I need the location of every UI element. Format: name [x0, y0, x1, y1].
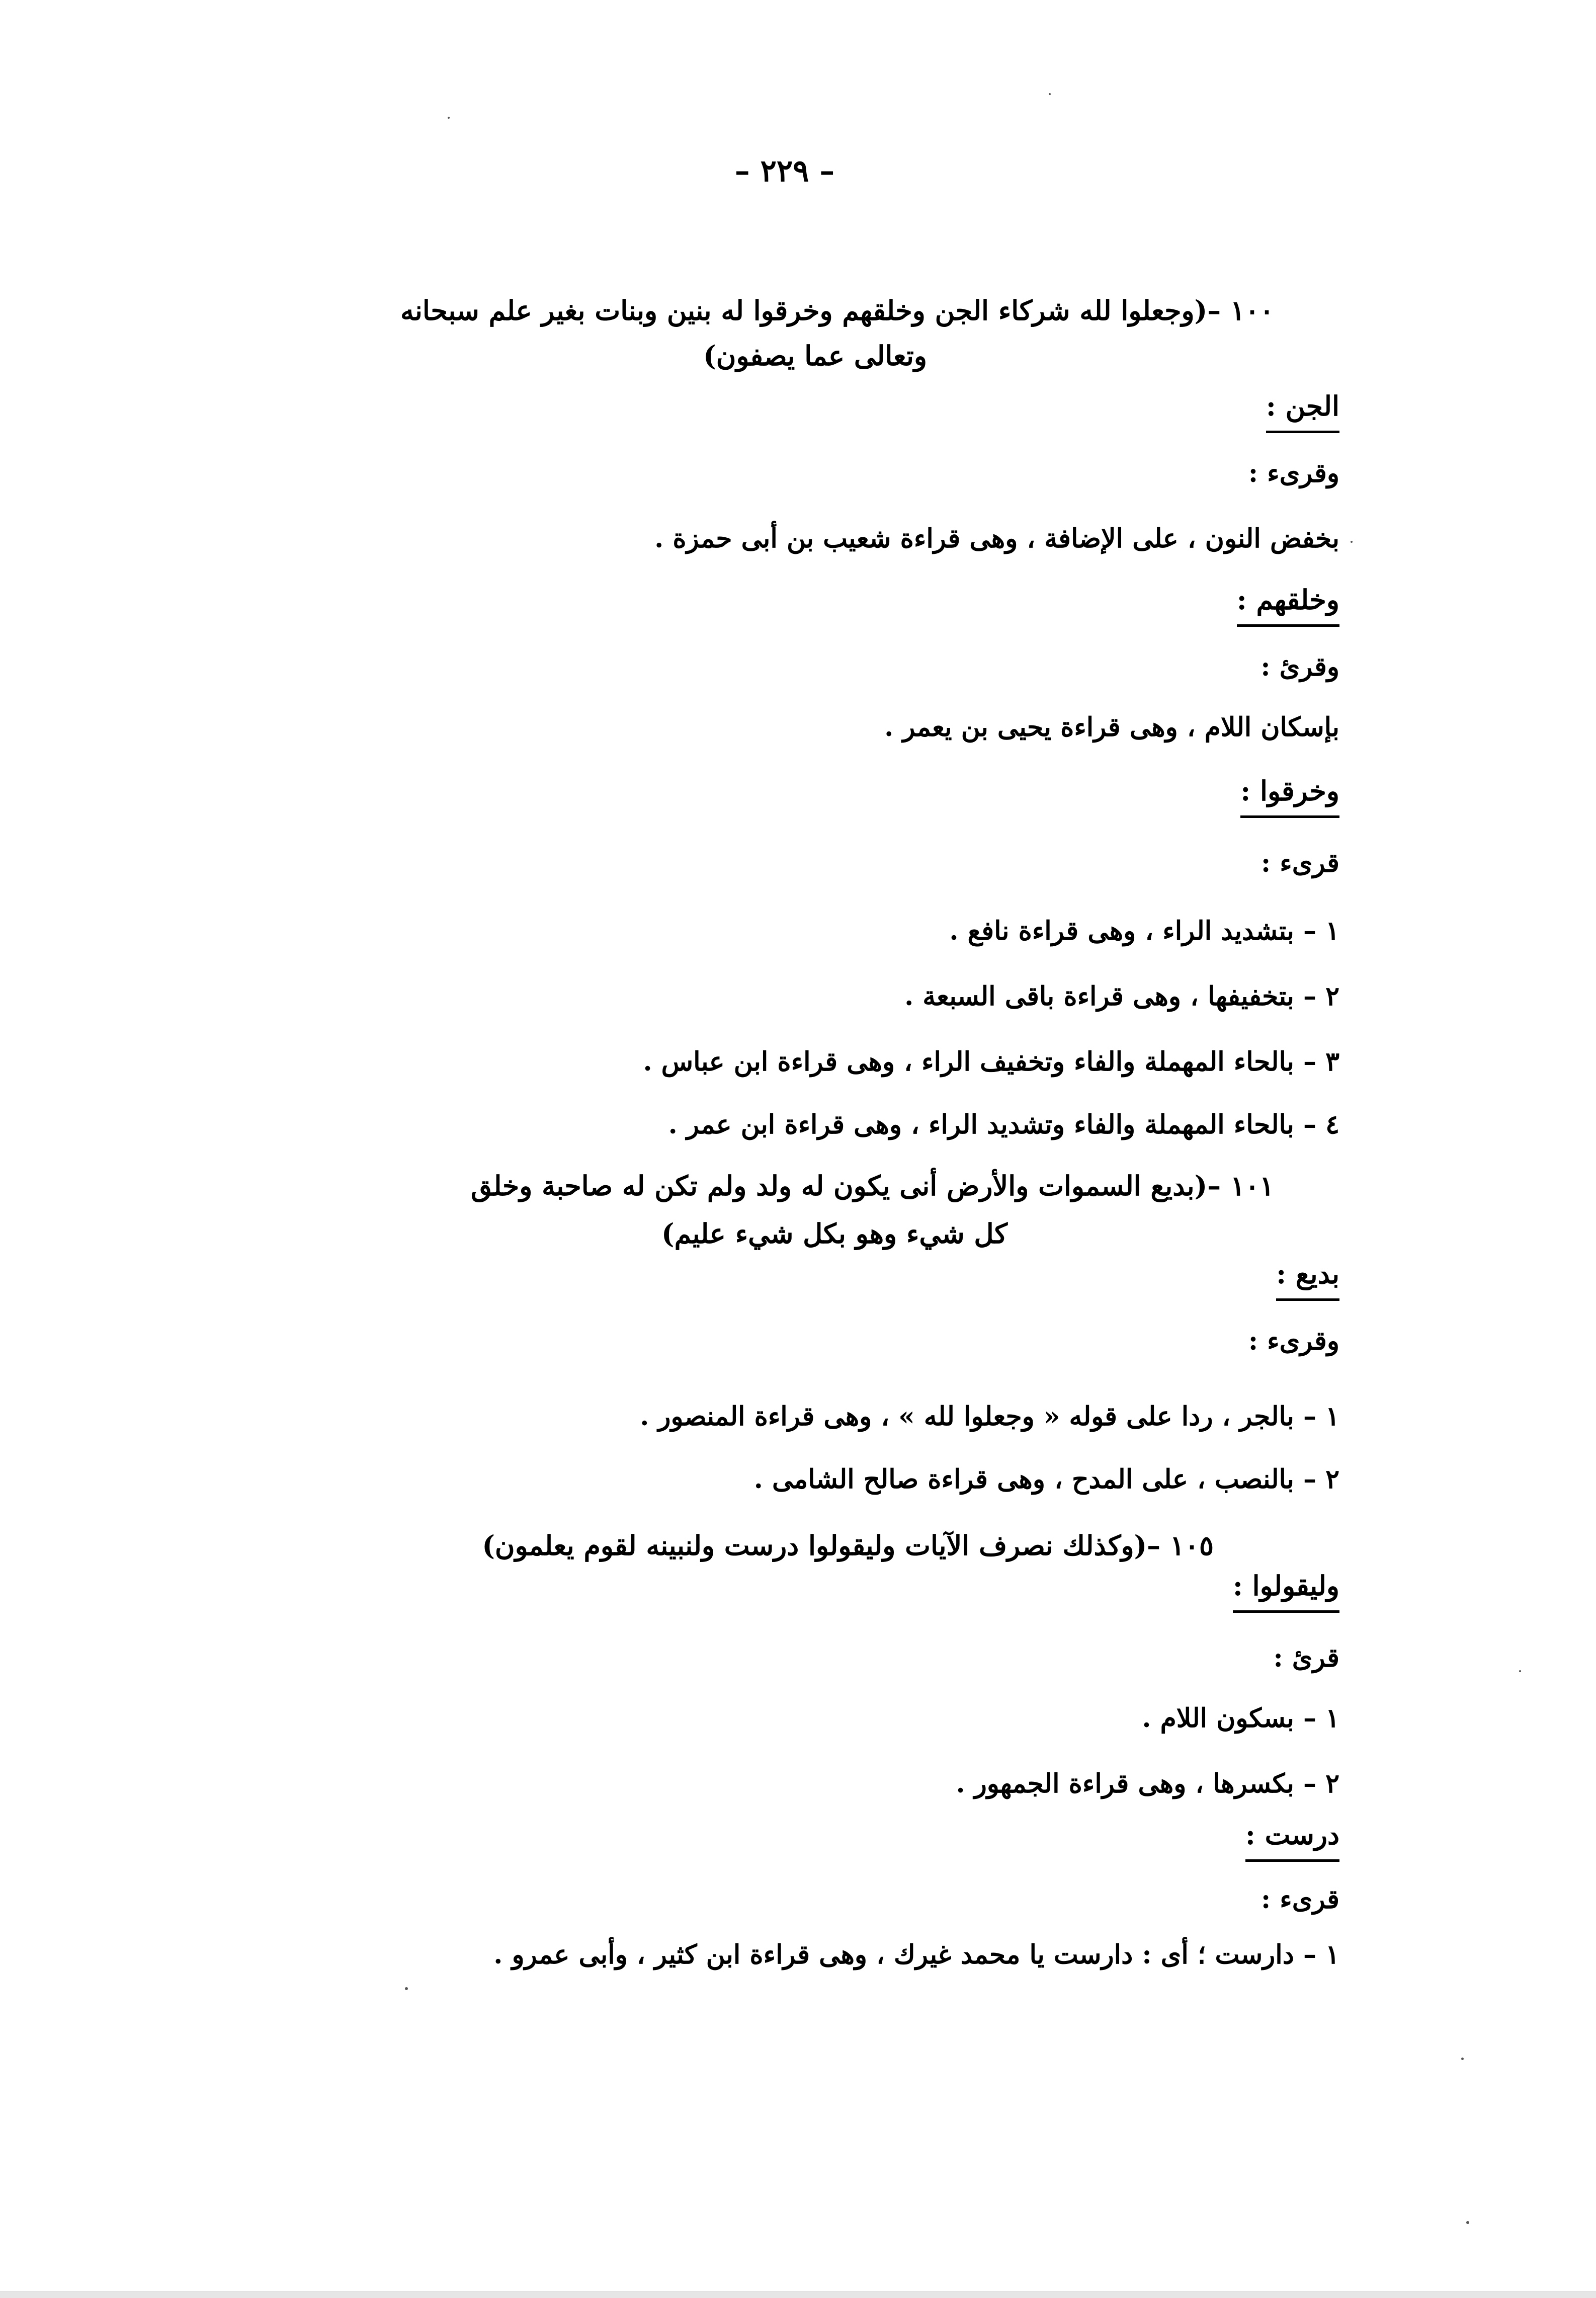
scan-speck: [1466, 2221, 1469, 2224]
scan-speck: [1461, 2058, 1464, 2060]
page-number: – ٢٢٩ –: [734, 153, 835, 189]
verse-105-line-1: ١٠٥ –(وكذلك نصرف الآيات وليقولوا درست ولنبينه لقوم يعلمون): [482, 1529, 1214, 1562]
scan-speck: [1049, 93, 1051, 95]
qurii-label-khalaqahum: وقرئ :: [1261, 651, 1339, 682]
reading-liyaqulu-2: ٢ – بكسرها ، وهى قراءة الجمهور .: [956, 1768, 1339, 1799]
heading-kharaqu: وخرقوا :: [1240, 777, 1339, 818]
reading-darasta-1: ١ – دارست ؛ أى : دارست يا محمد غيرك ، وهى قراءة ابن كثير ، وأبى عمرو .: [493, 1939, 1339, 1970]
scan-speck: [448, 117, 450, 119]
reading-badi-2: ٢ – بالنصب ، على المدح ، وهى قراءة صالح الشامى .: [753, 1464, 1339, 1495]
scan-speck: [1351, 541, 1353, 543]
scan-speck: [405, 1987, 408, 1990]
verse-100-line-2: وتعالى عما يصفون): [703, 340, 927, 372]
qurii-label-aljinn: وقرىء :: [1248, 458, 1339, 488]
reading-kharaqu-4: ٤ – بالحاء المهملة والفاء وتشديد الراء ، وهى قراءة ابن عمر .: [668, 1109, 1339, 1140]
reading-khalaqahum: بإسكان اللام ، وهى قراءة يحيى بن يعمر .: [884, 712, 1339, 743]
heading-aljinn: الجن :: [1266, 392, 1339, 433]
heading-khalaqahum: وخلقهم :: [1237, 586, 1339, 627]
heading-darasta: درست :: [1245, 1821, 1339, 1862]
reading-aljinn: بخفض النون ، على الإضافة ، وهى قراءة شعيب بن أبى حمزة .: [654, 523, 1339, 554]
heading-liyaqulu: وليقولوا :: [1233, 1572, 1339, 1613]
viewer-bottom-edge: [0, 2291, 1596, 2298]
verse-101-line-1: ١٠١ –(بديع السموات والأرض أنى يكون له ولد ولم تكن له صاحبة وخلق: [471, 1170, 1274, 1202]
reading-badi-1: ١ – بالجر ، ردا على قوله « وجعلوا لله » ، وهى قراءة المنصور .: [640, 1401, 1339, 1432]
reading-kharaqu-1: ١ – بتشديد الراء ، وهى قراءة نافع .: [949, 916, 1339, 946]
qurii-label-kharaqu: قرىء :: [1261, 848, 1339, 878]
reading-kharaqu-3: ٣ – بالحاء المهملة والفاء وتخفيف الراء ، وهى قراءة ابن عباس .: [643, 1046, 1339, 1077]
qurii-label-liyaqulu: قرئ :: [1273, 1643, 1339, 1673]
qurii-label-badi: وقرىء :: [1248, 1326, 1339, 1356]
verse-101-line-2: كل شيء وهو بكل شيء عليم): [661, 1217, 1007, 1250]
verse-100-line-1: ١٠٠ –(وجعلوا لله شركاء الجن وخلقهم وخرقوا له بنين وبنات بغير علم سبحانه: [400, 294, 1274, 326]
qurii-label-darasta: قرىء :: [1261, 1884, 1339, 1915]
reading-liyaqulu-1: ١ – بسكون اللام .: [1142, 1703, 1339, 1734]
reading-kharaqu-2: ٢ – بتخفيفها ، وهى قراءة باقى السبعة .: [904, 981, 1339, 1012]
scan-speck: [1519, 1670, 1521, 1672]
heading-badi: بديع :: [1276, 1260, 1339, 1301]
